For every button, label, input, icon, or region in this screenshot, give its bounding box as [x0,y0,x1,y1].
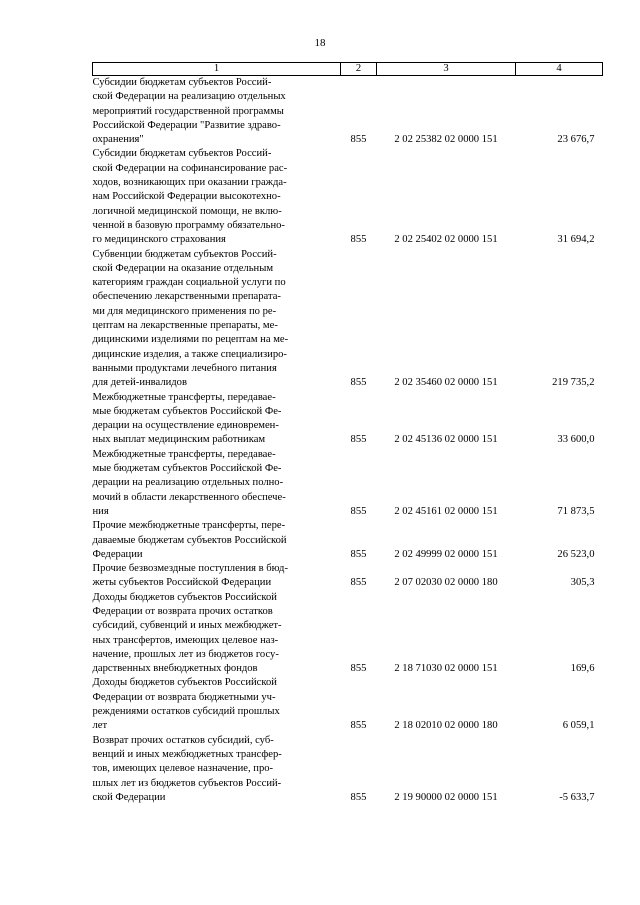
description-line: го медицинского страхования [92,234,226,246]
description-line: дицинские изделия, а также специализиро- [92,348,287,360]
classification-code: 2 02 35460 02 0000 151 [394,377,498,389]
table-row [93,591,603,677]
description-line: Федерации [92,548,143,560]
column-header-2: 2 [341,63,377,76]
row-description [93,676,341,733]
description-line: мые бюджетам субъектов Российской Фе- [92,463,282,475]
administrator-code: 855 [350,663,367,675]
description-line: лет [92,720,108,732]
description-line: даваемые бюджетам субъектов Российской [92,534,287,546]
description-line: ных трансфертов, имеющих целевое наз- [92,634,279,646]
classification-code: 2 02 45136 02 0000 151 [394,434,498,446]
classification-code: 2 18 71030 02 0000 151 [394,663,498,675]
classification-code: 2 07 02030 02 0000 180 [394,577,498,589]
description-line: нам Российской Федерации высокотехно- [92,191,281,203]
description-line: мочий в области лекарственного обеспече- [92,491,286,503]
table-row [93,248,603,391]
description-line: Прочие безвозмездные поступления в бюд- [92,563,288,575]
amount-value: 305,3 [570,577,595,589]
administrator-code: 855 [350,720,367,732]
table-row [93,734,603,805]
administrator-code: 855 [350,134,367,146]
amount-value: -5 633,7 [559,791,595,803]
description-line: Доходы бюджетов субъектов Российской [92,677,277,689]
budget-income-table [92,62,603,805]
description-line: Субсидии бюджетам субъектов Россий- [92,77,272,88]
row-description [93,734,341,805]
description-line: венций и иных межбюджетных трансфер- [92,748,282,760]
column-header-4: 4 [516,63,603,76]
table-row [93,391,603,448]
description-line: охранения" [92,134,144,146]
description-line: Субсидии бюджетам субъектов Россий- [92,148,272,160]
description-line: ходов, возникающих при оказании гражда- [92,177,287,189]
amount-value: 26 523,0 [557,548,595,560]
amount-value: 71 873,5 [557,505,595,517]
classification-code: 2 19 90000 02 0000 151 [394,791,498,803]
row-description [93,519,341,562]
table-body [93,76,603,806]
column-header-1: 1 [93,63,341,76]
description-line: ской Федерации на реализацию отдельных [92,91,286,103]
page-number: 18 [314,37,326,49]
description-line: ния [92,505,109,517]
description-line: Федерации от возврата бюджетными уч- [92,691,276,703]
description-line: реждениями остатков субсидий прошлых [92,706,280,718]
classification-code: 2 02 25402 02 0000 151 [394,234,498,246]
description-line: Федерации от возврата прочих остатков [92,605,273,617]
description-line: ской Федерации на оказание отдельным [92,262,274,274]
description-line: ской Федерации на софинансирование рас- [92,162,288,174]
classification-code: 2 02 45161 02 0000 151 [394,505,498,517]
description-line: ской Федерации [92,791,166,803]
description-line: дарственных внебюджетных фондов [92,663,258,675]
table-row [93,519,603,562]
description-line: Субвенции бюджетам субъектов Россий- [92,248,277,260]
description-line: Межбюджетные трансферты, передавае- [92,391,276,403]
table-row [93,147,603,247]
row-description [93,76,341,148]
administrator-code: 855 [350,577,367,589]
description-line: шлых лет из бюджетов субъектов Россий- [92,777,282,789]
description-line: дерации на осуществление единовремен- [92,420,279,432]
amount-value: 219 735,2 [552,377,595,389]
table-row [93,448,603,519]
description-line: категориям граждан социальной услуги по [92,277,286,289]
description-line: тов, имеющих целевое назначение, про- [92,763,274,775]
description-line: жеты субъектов Российской Федерации [92,577,272,589]
row-description [93,448,341,519]
description-line: Прочие межбюджетные трансферты, пере- [92,520,286,532]
description-line: дицинскими изделиями по рецептам на ме- [92,334,289,346]
row-description [93,562,341,591]
description-line: субсидий, субвенций и иных межбюджет- [92,620,282,632]
description-line: Доходы бюджетов субъектов Российской [92,591,277,603]
description-line: ванными продуктами лечебного питания [92,362,277,374]
description-line: ченной в базовую программу обязательно- [92,219,285,231]
description-line: для детей-инвалидов [92,377,187,389]
table-row [93,76,603,148]
row-description [93,391,341,448]
administrator-code: 855 [350,434,367,446]
description-line: Возврат прочих остатков субсидий, суб- [92,734,274,746]
description-line: цептам на лекарственные препараты, ме- [92,320,278,332]
administrator-code: 855 [350,505,367,517]
description-line: Межбюджетные трансферты, передавае- [92,448,276,460]
classification-code: 2 02 25382 02 0000 151 [394,134,498,146]
row-description [93,147,341,247]
administrator-code: 855 [350,548,367,560]
column-number-header-row [93,63,603,76]
description-line: начение, прошлых лет из бюджетов госу- [92,648,279,660]
description-line: дерации на реализацию отдельных полно- [92,477,284,489]
administrator-code: 855 [350,234,367,246]
amount-value: 31 694,2 [557,234,595,246]
row-description [93,248,341,391]
description-line: мероприятий государственной программы [92,105,284,117]
description-line: логичной медицинской помощи, не вклю- [92,205,282,217]
row-description [93,591,341,677]
amount-value: 23 676,7 [557,134,595,146]
description-line: ми для медицинского применения по ре- [92,305,277,317]
description-line: Российской Федерации "Развитие здраво- [92,119,281,131]
amount-value: 169,6 [570,663,595,675]
administrator-code: 855 [350,377,367,389]
description-line: мые бюджетам субъектов Российской Фе- [92,405,282,417]
classification-code: 2 02 49999 02 0000 151 [394,548,498,560]
classification-code: 2 18 02010 02 0000 180 [394,720,498,732]
column-header-3: 3 [377,63,516,76]
table-row [93,676,603,733]
description-line: обеспечению лекарственными препарата- [92,291,281,303]
amount-value: 6 059,1 [562,720,595,732]
amount-value: 33 600,0 [557,434,595,446]
table-row [93,562,603,591]
administrator-code: 855 [350,791,367,803]
description-line: ных выплат медицинским работникам [92,434,266,446]
